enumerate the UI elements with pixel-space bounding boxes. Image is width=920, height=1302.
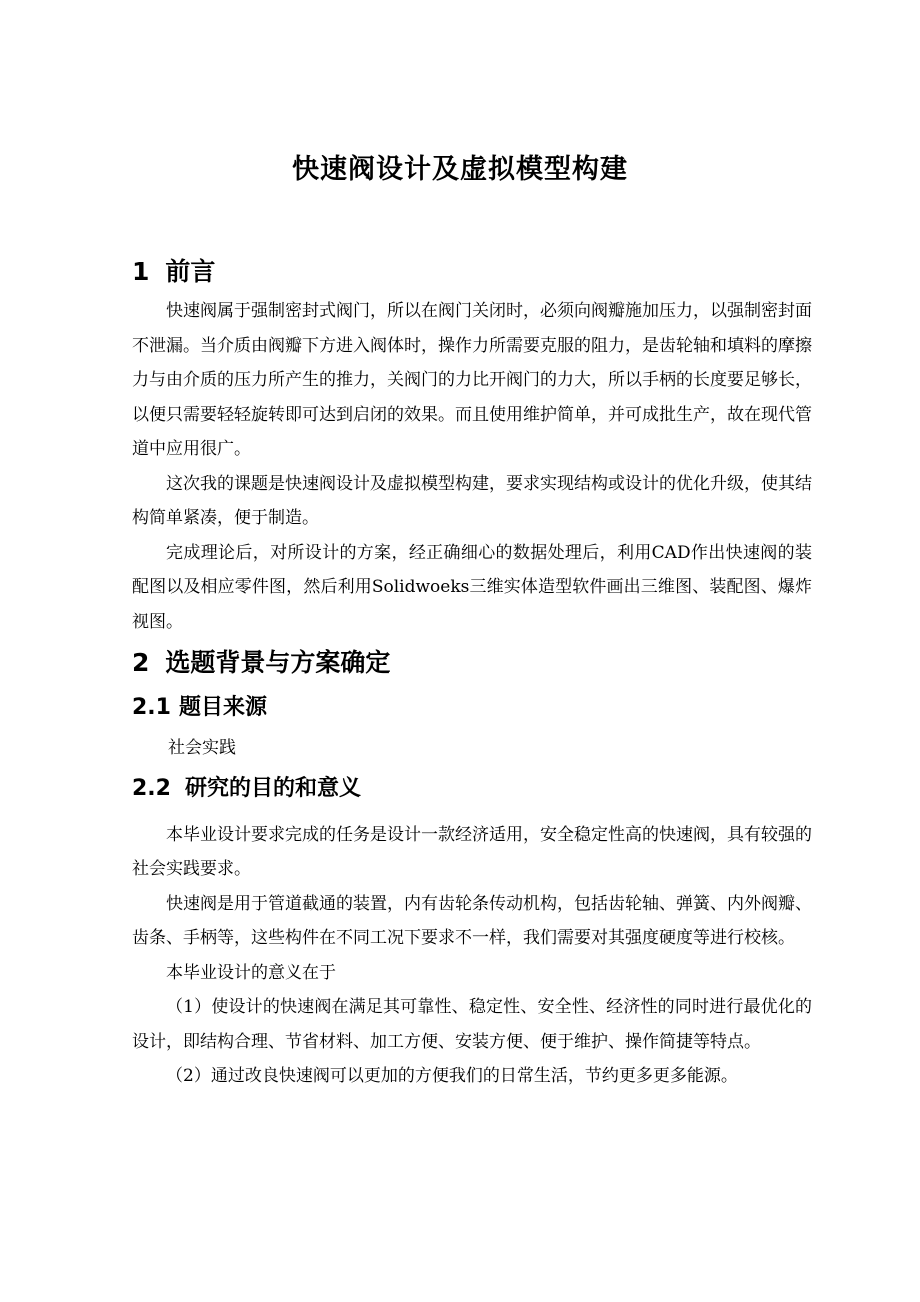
section-1-number: 1 [132,257,150,286]
section-1-title: 前言 [165,257,216,286]
section-1-heading [132,250,812,294]
document-body [132,250,812,1094]
section-2-2-item-1: （1）使设计的快速阀在满足其可靠性、稳定性、安全性、经济性的同时进行最优化的设计，即结构合理、节省材料、加工方便、安装方便、便于维护、操作简捷等特点。 [132,997,812,1052]
section-2-2-title: 研究的目的和意义 [184,775,361,801]
section-1-paragraph-1: 快速阀属于强制密封式阀门，所以在阀门关闭时，必须向阀瓣施加压力，以强制密封面不泄漏。当介质由阀瓣下方进入阀体时，操作力所需要克服的阻力，是齿轮轴和填料的摩擦力与由介质的压力所产生的推力，关阀门的力比开阀门的力大，所以手柄的长度要足够长，以便只需要轻轻旋转即可达到启闭的效果。而且使用维护简单，并可成批生产，故在现代管道中应用很广。 [132,301,812,459]
section-2-2-number: 2.2 [132,775,171,801]
section-2-1-heading [132,685,812,731]
section-2-title: 选题背景与方案确定 [165,648,391,677]
section-2-heading [132,641,812,685]
section-2-2-paragraph-3: 本毕业设计的意义在于 [166,962,336,983]
section-1-paragraph-2: 这次我的课题是快速阀设计及虚拟模型构建，要求实现结构或设计的优化升级，使其结构简单紧凑，便于制造。 [132,473,812,528]
section-2-number: 2 [132,648,150,677]
section-2-2-heading [132,766,812,812]
document-title: 快速阀设计及虚拟模型构建 [292,154,628,185]
section-2-2-paragraph-1: 本毕业设计要求完成的任务是设计一款经济适用，安全稳定性高的快速阀，具有较强的社会实践要求。 [132,824,812,879]
section-2-2-paragraph-2: 快速阀是用于管道截通的装置，内有齿轮条传动机构，包括齿轮轴、弹簧、内外阀瓣、齿条、手柄等，这些构件在不同工况下要求不一样，我们需要对其强度硬度等进行校核。 [132,893,812,948]
section-2-1-title: 题目来源 [178,695,267,720]
section-1-paragraph-3: 完成理论后，对所设计的方案，经正确细心的数据处理后，利用CAD作出快速阀的装配图以及相应零件图，然后利用Solidwoeks三维实体造型软件画出三维图、装配图、爆炸视图。 [132,542,812,632]
section-2-1-number: 2.1 [132,695,171,720]
section-2-1-text: 社会实践 [168,738,236,758]
section-2-2-item-2: （2）通过改良快速阀可以更加的方便我们的日常生活，节约更多更多能源。 [166,1066,738,1086]
